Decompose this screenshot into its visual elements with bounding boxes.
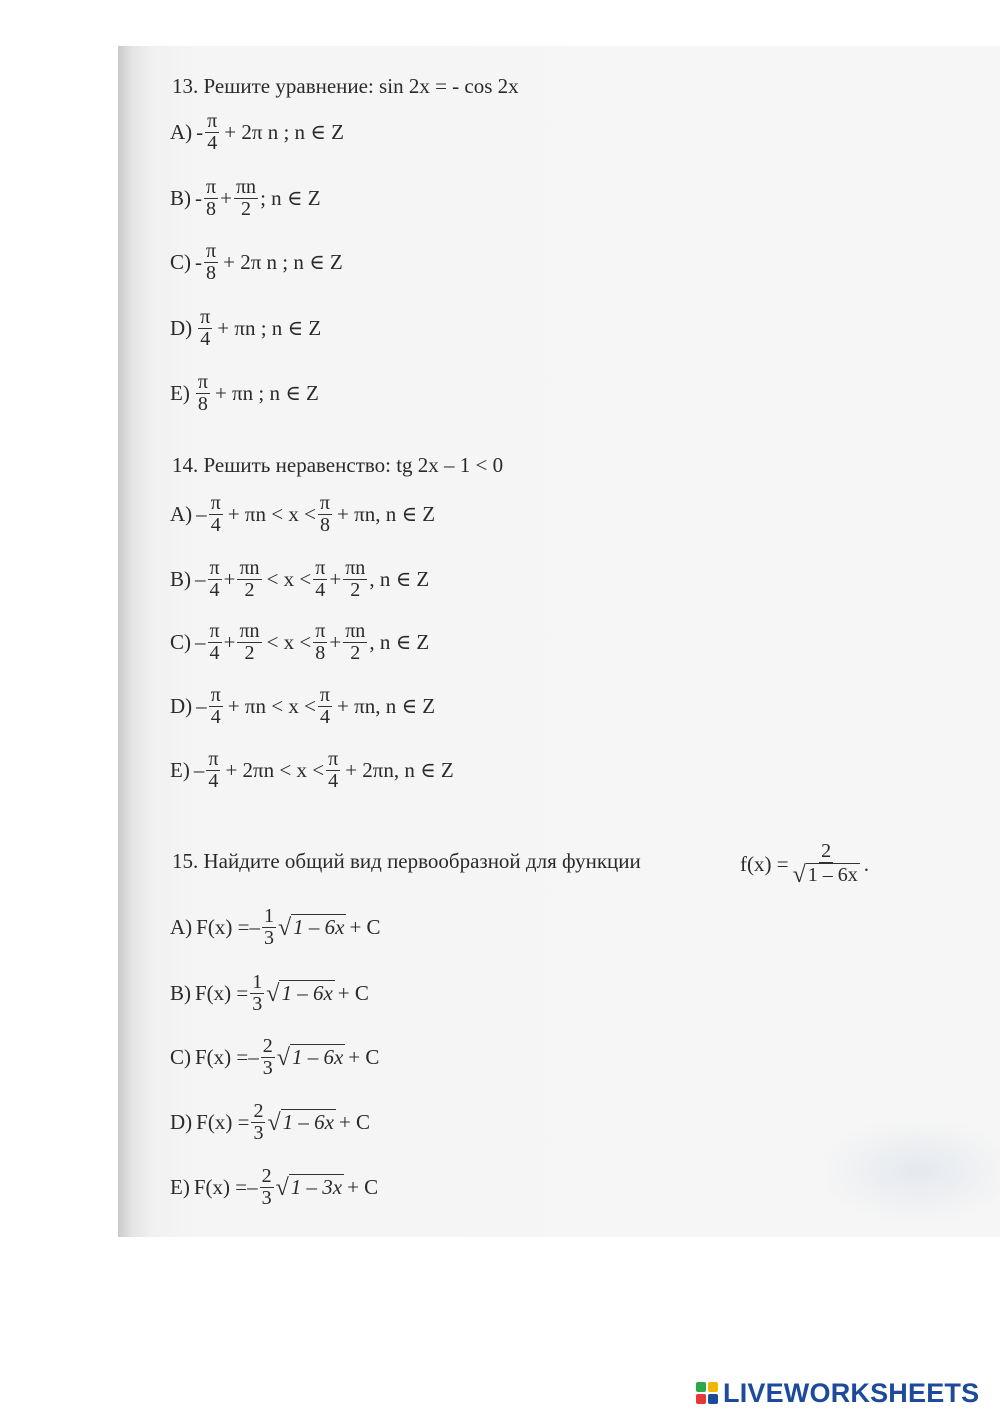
option-label: C) — [170, 629, 191, 654]
fraction: $\frac{\pi n}{2}$ — [239, 619, 260, 664]
square-root: √ 1 – 6x — [276, 1044, 344, 1071]
logo-tile-green — [696, 1382, 706, 1392]
q14-option-b[interactable] — [170, 549, 429, 609]
liveworksheets-logo[interactable] — [696, 1378, 979, 1408]
sign: – — [193, 757, 205, 782]
q13-option-c[interactable] — [170, 232, 343, 292]
question-15-title: 15. Найдите общий вид первообразной для функции — [172, 849, 641, 873]
option-label: D) — [170, 693, 193, 718]
scan-smudge — [818, 1116, 1000, 1226]
logo-tile-blue — [708, 1394, 718, 1404]
sign: – — [195, 629, 206, 654]
q13-option-d[interactable] — [170, 298, 321, 358]
option-rest: + C — [337, 980, 369, 1005]
q13-option-b[interactable] — [170, 168, 321, 228]
fraction: $\frac{\pi}{8}$ — [315, 619, 326, 664]
option-label: E) — [170, 757, 190, 782]
fraction: 2 √ 1 – 6x — [792, 840, 858, 888]
option-rest: ; n ∈ Z — [260, 185, 321, 210]
fraction: $\frac{2}{3}$ — [262, 1034, 273, 1079]
option-label: C) — [170, 1044, 191, 1069]
sign: – — [196, 501, 207, 526]
option-lhs: F(x) = — [196, 1109, 250, 1134]
inequality-middle: < x < — [266, 629, 312, 654]
option-label: D) — [170, 1109, 193, 1134]
q14-option-a[interactable] — [170, 484, 435, 544]
option-label: A) — [170, 119, 193, 144]
operator: + — [329, 629, 342, 654]
square-root: √ 1 – 6x — [266, 980, 333, 1007]
square-root: √ 1 – 6x — [267, 1109, 334, 1136]
option-label: C) — [170, 249, 191, 274]
operator: + — [223, 629, 236, 654]
option-lhs: F(x) = — [193, 1174, 248, 1199]
fraction: $\frac{\pi}{4}$ — [210, 683, 221, 728]
sign: – — [249, 914, 260, 939]
fraction: $\frac{\pi}{4}$ — [315, 556, 326, 601]
q14-option-d[interactable] — [170, 676, 435, 736]
q14-option-c[interactable] — [170, 612, 429, 672]
option-label: E) — [170, 380, 190, 405]
option-rest: + C — [349, 914, 381, 939]
sign: - — [196, 119, 204, 144]
function-end: . — [863, 851, 869, 876]
q15-option-c[interactable] — [170, 1027, 379, 1087]
sign: – — [195, 566, 206, 591]
option-label: D) — [170, 315, 193, 340]
question-14-title: 14. Решить неравенство: tg 2x – 1 < 0 — [172, 453, 504, 477]
q13-option-a[interactable] — [170, 102, 344, 162]
logo-tile-yellow — [708, 1382, 718, 1392]
fraction: $\frac{\pi n}{2}$ — [239, 556, 260, 601]
q15-option-e[interactable] — [170, 1157, 378, 1217]
fraction: $\frac{\pi}{8}$ — [206, 239, 217, 284]
fraction: $\frac{\pi}{4}$ — [207, 109, 218, 154]
sign: – — [248, 1044, 259, 1069]
option-lhs: F(x) = — [195, 980, 249, 1005]
option-lhs: F(x) = — [196, 914, 250, 939]
option-rest: + C — [347, 1174, 379, 1199]
option-rest: , n ∈ Z — [369, 629, 430, 654]
fraction: $\frac{\pi}{8}$ — [319, 491, 331, 536]
option-rest: + πn, n ∈ Z — [337, 501, 436, 526]
fraction: $\frac{\pi n}{2}$ — [345, 556, 366, 601]
option-label: B) — [170, 566, 191, 591]
question-13-title: 13. Решите уравнение: sin 2x = - cos 2x — [172, 74, 519, 98]
option-rest: + πn, n ∈ Z — [337, 693, 436, 718]
option-rest: + C — [348, 1044, 380, 1069]
option-rest: + C — [338, 1109, 371, 1134]
square-root: √ 1 – 3x — [275, 1174, 343, 1201]
option-label: E) — [170, 1174, 190, 1199]
sign: - — [195, 249, 202, 274]
fraction: $\frac{\pi}{4}$ — [208, 747, 219, 792]
inequality-middle: < x < — [266, 566, 312, 591]
operator: + — [220, 185, 232, 210]
fraction: $\frac{\pi}{4}$ — [328, 747, 339, 792]
option-label: B) — [170, 185, 191, 210]
fraction: $\frac{\pi}{4}$ — [209, 619, 220, 664]
q15-option-a[interactable] — [170, 897, 381, 957]
option-rest: + πn ; n ∈ Z — [217, 315, 322, 340]
sign: – — [196, 693, 207, 718]
logo-text: LIVEWORKSHEETS — [723, 1377, 980, 1408]
operator: + — [223, 566, 236, 591]
q13-option-e[interactable] — [170, 363, 319, 423]
sign: - — [195, 185, 202, 210]
q14-option-e[interactable] — [170, 740, 454, 800]
option-lhs: F(x) = — [195, 1044, 249, 1069]
option-rest: , n ∈ Z — [369, 566, 430, 591]
inequality-middle: + 2πn < x < — [225, 757, 325, 782]
question-15-function — [740, 834, 869, 894]
fraction: $\frac{\pi}{8}$ — [206, 175, 217, 220]
q15-option-d[interactable] — [170, 1092, 370, 1152]
logo-grid-icon — [696, 1382, 718, 1404]
fraction: $\frac{\pi}{8}$ — [197, 370, 208, 415]
fraction: $\frac{\pi n}{2}$ — [235, 175, 257, 220]
option-rest: + 2π n ; n ∈ Z — [224, 119, 344, 144]
fraction: $\frac{2}{3}$ — [253, 1099, 264, 1144]
inequality-middle: + πn < x < — [227, 693, 316, 718]
square-root: √ 1 – 6x — [792, 862, 858, 888]
option-label: A) — [170, 914, 193, 939]
operator: + — [329, 566, 342, 591]
fraction: $\frac{\pi}{4}$ — [209, 556, 220, 601]
option-rest: + 2πn, n ∈ Z — [345, 757, 454, 782]
q15-option-b[interactable] — [170, 963, 369, 1023]
fraction: $\frac{1}{3}$ — [263, 904, 274, 949]
function-lhs: f(x) = — [740, 851, 789, 876]
option-rest: + πn ; n ∈ Z — [214, 380, 319, 405]
inequality-middle: + πn < x < — [227, 501, 316, 526]
fraction: $\frac{\pi}{4}$ — [319, 683, 331, 728]
fraction: $\frac{\pi}{4}$ — [210, 491, 221, 536]
sign: – — [247, 1174, 258, 1199]
logo-tile-red — [696, 1394, 706, 1404]
fraction: $\frac{\pi n}{2}$ — [345, 619, 366, 664]
fraction: $\frac{\pi}{4}$ — [200, 305, 211, 350]
option-rest: + 2π n ; n ∈ Z — [223, 249, 343, 274]
option-label: B) — [170, 980, 191, 1005]
fraction: $\frac{1}{3}$ — [252, 970, 263, 1015]
option-label: A) — [170, 501, 193, 526]
square-root: √ 1 – 6x — [277, 914, 345, 941]
fraction: $\frac{2}{3}$ — [261, 1164, 272, 1209]
